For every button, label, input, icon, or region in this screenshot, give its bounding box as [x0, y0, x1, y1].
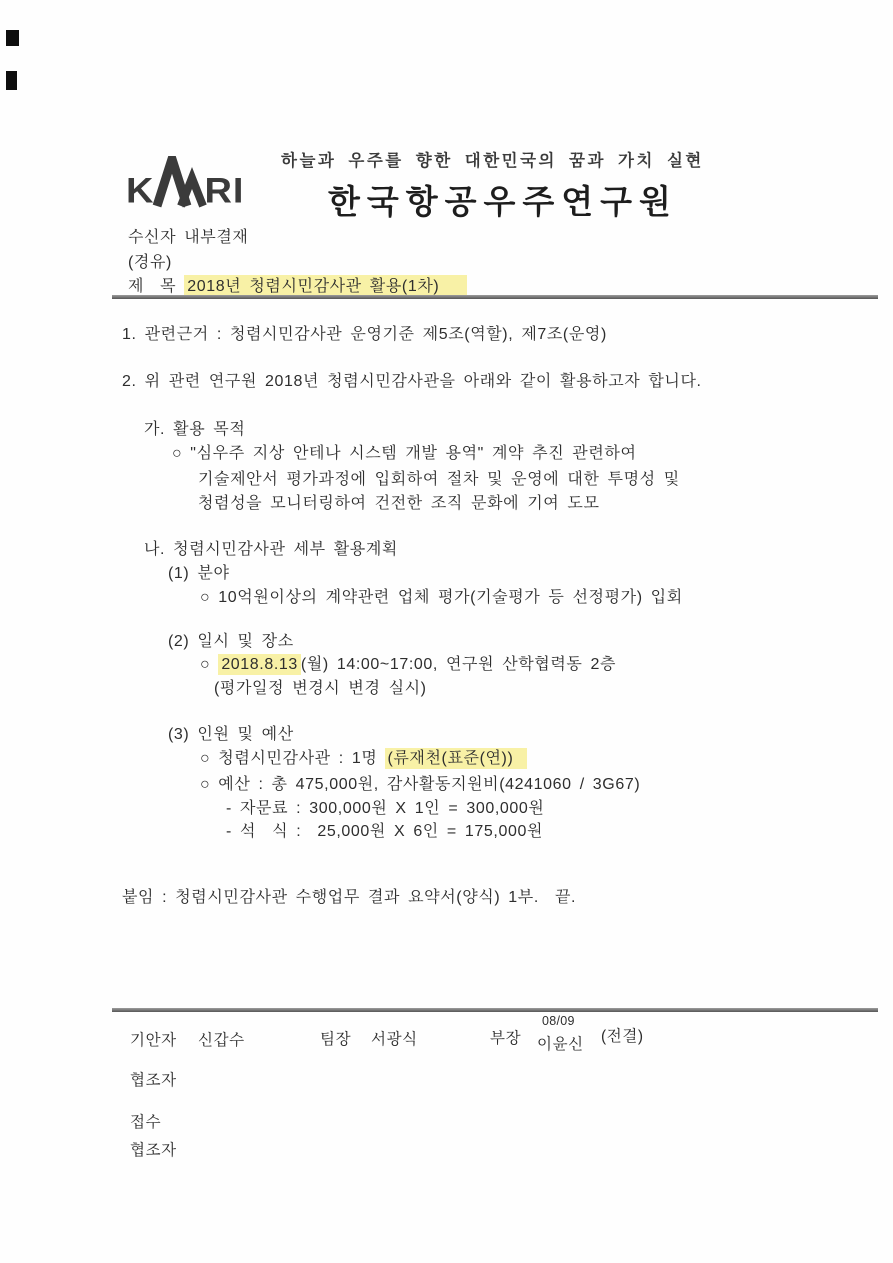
- sub3-bullet2: ○ 예산 : 총 475,000원, 감사활동지원비(4241060 / 3G67): [200, 776, 641, 793]
- team-leader-label: 팀장: [320, 1031, 352, 1048]
- via-line: (경유): [128, 254, 172, 271]
- cooperator2-label: 협조자: [130, 1142, 177, 1159]
- dept-head-label: 부장: [490, 1030, 522, 1047]
- sub1-title: (1) 분야: [168, 565, 230, 582]
- kari-logo-peaks-icon: [151, 156, 207, 208]
- drafter-name: 신갑수: [198, 1032, 245, 1049]
- kari-logo: [126, 156, 245, 211]
- cooperator-label: 협조자: [130, 1072, 177, 1089]
- kari-logo-letter-ri: RI: [204, 172, 245, 211]
- section-a-bullet1-wrap2: 청렴성을 모니터링하여 건전한 조직 문화에 기여 도모: [198, 495, 600, 512]
- sub2-bullet1-rest: (월) 14:00~17:00, 연구원 산학협력동 2층: [300, 656, 617, 673]
- recipient-line: 수신자 내부결재: [128, 229, 249, 246]
- body-para1: 1. 관련근거 : 청렴시민감사관 운영기준 제5조(역할), 제7조(운영): [122, 326, 607, 343]
- section-a-bullet1: ○ "심우주 지상 안테나 시스템 개발 용역" 계약 추진 관련하여: [172, 445, 637, 462]
- scan-artifact-top: [6, 30, 19, 46]
- sub2-note: (평가일정 변경시 변경 실시): [214, 680, 427, 697]
- dept-head-note: (전결): [601, 1028, 644, 1045]
- sub2-date-highlighted: 2018.8.13: [218, 654, 301, 675]
- sub3-title: (3) 인원 및 예산: [168, 726, 294, 743]
- subject-label: 제 목: [128, 278, 185, 295]
- body-para2: 2. 위 관련 연구원 2018년 청렴시민감사관을 아래와 같이 활용하고자 합니다.: [122, 373, 702, 390]
- drafter-label: 기안자: [130, 1032, 177, 1049]
- org-name-title: 한국항공우주연구원: [328, 183, 678, 220]
- sub3-auditor-name-highlighted: (류재천(표준(연)): [385, 748, 527, 769]
- sub1-bullet1: ○ 10억원이상의 계약관련 업체 평가(기술평가 등 선정평가) 입회: [200, 589, 683, 606]
- footer-divider: [112, 1008, 878, 1012]
- header-divider: [112, 295, 878, 299]
- section-b-title: 나. 청렴시민감사관 세부 활용계획: [144, 541, 398, 558]
- sub2-bullet1: [200, 655, 616, 675]
- sub3-dash2: - 석 식 : 25,000원 X 6인 = 175,000원: [226, 823, 543, 840]
- receipt-label: 접수: [130, 1114, 162, 1131]
- dept-head-name: 이윤신: [537, 1036, 584, 1053]
- subject-line: [128, 277, 467, 297]
- section-a-bullet1-wrap1: 기술제안서 평가과정에 입회하여 절차 및 운영에 대한 투명성 및: [198, 471, 680, 488]
- attachment-line: 붙임 : 청렴시민감사관 수행업무 결과 요약서(양식) 1부. 끝.: [122, 889, 577, 906]
- team-leader-name: 서광식: [371, 1031, 418, 1048]
- sub3-bullet1: [200, 749, 527, 769]
- section-a-title: 가. 활용 목적: [144, 421, 246, 438]
- header-slogan: 하늘과 우주를 향한 대한민국의 꿈과 가치 실현: [281, 152, 704, 170]
- dept-head-sign-date: 08/09: [542, 1014, 575, 1028]
- subject-value-highlighted: 2018년 청렴시민감사관 활용(1차): [184, 275, 467, 298]
- scan-artifact-bottom: [6, 71, 17, 90]
- sub2-bullet1-marker: ○: [200, 656, 219, 673]
- sub2-title: (2) 일시 및 장소: [168, 633, 294, 650]
- sub3-dash1: - 자문료 : 300,000원 X 1인 = 300,000원: [226, 800, 545, 817]
- sub3-bullet1-prefix: ○ 청렴시민감사관 : 1명: [200, 750, 386, 767]
- kari-logo-letter-k: K: [126, 172, 155, 211]
